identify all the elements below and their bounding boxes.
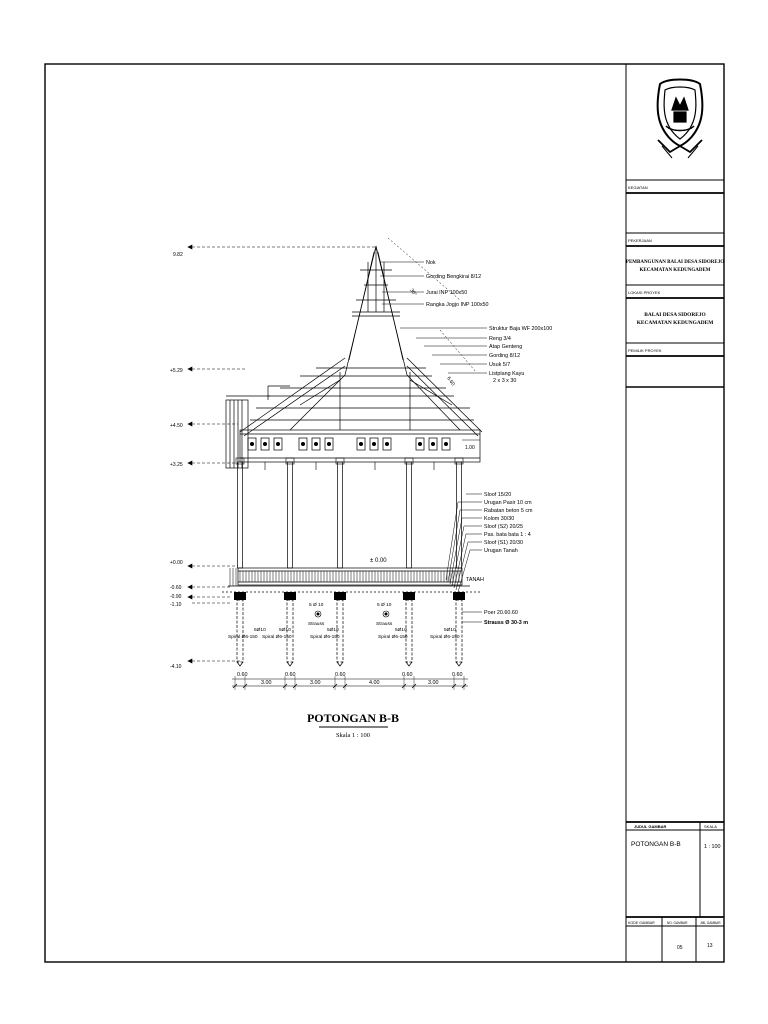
- pemilik-label: PEMILIK PROYEK: [628, 348, 662, 353]
- ornament-dot: [276, 442, 280, 446]
- ornament-dot: [327, 442, 331, 446]
- pile-details: [228, 602, 460, 640]
- floor-level: ± 0.00: [370, 558, 387, 564]
- roof-label: Rangka Jogjo INP 100x50: [426, 302, 489, 308]
- dim-label: 3.00: [428, 680, 439, 686]
- overhang-dim: 1.00: [465, 445, 475, 451]
- pile-tag: 5Ø10: [279, 628, 291, 633]
- pile-tip: [237, 662, 243, 666]
- roof-label: Usuk 5/7: [489, 362, 511, 368]
- roof-main: [240, 358, 482, 436]
- dim-label: 0.60: [335, 672, 346, 678]
- level-label: +5.29: [170, 368, 183, 374]
- pile-cap: [234, 592, 246, 600]
- rebar-circles: [315, 611, 389, 617]
- kode-label: KODE GAMBAR: [628, 921, 655, 925]
- spiral-label: Spiral Ø6-150: [430, 635, 460, 640]
- dim-label: 3.00: [310, 680, 321, 686]
- dim-label: 0.60: [402, 672, 413, 678]
- floor-label: Sloof (S1) 20/30: [484, 540, 523, 546]
- dim-label: 0.60: [452, 672, 463, 678]
- pile-label-strauss: Strauss Ø 30-3 m: [484, 620, 529, 626]
- roof-label: Nok: [426, 260, 436, 266]
- pile-cap: [453, 592, 465, 600]
- pile-label-poer: Poer 20.60.60: [484, 610, 518, 616]
- judul-label: JUDUL GAMBAR: [634, 824, 667, 829]
- level-markers: [188, 245, 375, 663]
- floor-label: Kolom 30/30: [484, 516, 515, 522]
- roof-upper: [345, 246, 407, 375]
- columns: [236, 458, 463, 568]
- pile-cap: [403, 592, 415, 600]
- pile-cap: [334, 592, 346, 600]
- strauss-piles: [234, 592, 465, 666]
- ornament-dot: [301, 442, 305, 446]
- level-label: -1.10: [170, 602, 182, 608]
- pile-rebar-label: 5 Ø 10: [377, 603, 392, 608]
- level-labels: [170, 252, 183, 670]
- spiral-label: Spiral Ø6-150: [310, 635, 340, 640]
- regency-emblem-logo: [658, 80, 703, 159]
- pile-shaft: [406, 600, 412, 662]
- ornament-dot: [385, 442, 389, 446]
- roof-label: Gording 8/12: [489, 353, 521, 359]
- spiral-label: Spiral Ø6-150: [378, 635, 408, 640]
- ornament-dot: [372, 442, 376, 446]
- pile-section-label: Strauss: [376, 622, 393, 627]
- level-label: 9.82: [173, 252, 183, 258]
- floor-annotations: [446, 494, 482, 622]
- pile-cap: [284, 592, 296, 600]
- title-block-texts: [626, 185, 724, 951]
- roof-label: Gording Bengkirai 8/12: [426, 274, 482, 280]
- roof-label: Reng 3/4: [489, 336, 511, 342]
- dim-label: 3.00: [261, 680, 272, 686]
- roof-label: Jurai INP 100x50: [426, 290, 468, 296]
- drawing-title: POTONGAN B-B: [306, 711, 400, 725]
- pile-section-label: Strauss: [308, 622, 325, 627]
- roof-overhang-left: [226, 386, 290, 468]
- pile-tip: [456, 662, 462, 666]
- dim-label: 0.60: [237, 672, 248, 678]
- pile-shaft: [456, 600, 462, 662]
- pile-tip: [287, 662, 293, 666]
- level-label: +0.00: [170, 560, 183, 566]
- pile-tip: [337, 662, 343, 666]
- jml-value: 13: [707, 943, 713, 949]
- level-label: -0.60: [170, 585, 182, 591]
- slope-dim: 6.60: [445, 375, 456, 388]
- drawing-scale: Skala 1 : 100: [335, 732, 371, 739]
- skala-value: 1 : 100: [704, 844, 721, 850]
- column: [288, 462, 293, 568]
- floor-label: Sloof 15/20: [484, 492, 512, 498]
- ornament-dot: [250, 442, 254, 446]
- roof-annotations: [380, 238, 487, 440]
- ornament-dot: [359, 442, 363, 446]
- spiral-label: Spiral Ø6-150: [228, 635, 258, 640]
- level-label: -4.10: [170, 664, 182, 670]
- floor-label: Urugan Pasir 10 cm: [484, 500, 532, 506]
- pile-tag: 5Ø10: [254, 628, 266, 633]
- ring-beam: [240, 430, 480, 462]
- ornament-dot: [418, 442, 422, 446]
- lokasi-value: KECAMATAN KEDUNGADEM: [636, 320, 714, 326]
- jml-label: JML GAMBAR: [700, 921, 721, 925]
- floor-label: Urugan Tanah: [484, 548, 518, 554]
- roof-label: Listplang Kayu: [489, 371, 525, 377]
- column: [338, 462, 343, 568]
- pile-shaft: [237, 600, 243, 662]
- pile-tag: 5Ø10: [444, 628, 456, 633]
- ring-beam-ornaments: [248, 438, 450, 450]
- floor-annotation-labels: [370, 492, 533, 626]
- pile-tip: [406, 662, 412, 666]
- skala-label: SKALA: [704, 824, 717, 829]
- pekerjaan-value: PEMBANGUNAN BALAI DESA SIDOREJO: [625, 260, 725, 265]
- no-label: NO. GAMBAR: [667, 921, 688, 925]
- roof-annotation-labels: [408, 260, 552, 451]
- floor-label: Rabatan beton 5 cm: [484, 508, 533, 514]
- pile-rebar-label: 5 Ø 10: [309, 603, 324, 608]
- kegiatan-label: KEGIATAN: [628, 185, 648, 190]
- ornament-dot: [444, 442, 448, 446]
- ornament-dot: [314, 442, 318, 446]
- dim-label: 0.60: [285, 672, 296, 678]
- roof-label: 2 x 3 x 30: [493, 378, 517, 384]
- ornament-dot: [263, 442, 267, 446]
- level-label: +4.50: [170, 423, 183, 429]
- spiral-label: Spiral Ø6-150: [262, 635, 292, 640]
- pekerjaan-label: PEKERJAAN: [628, 238, 652, 243]
- dim-label: 4.00: [369, 680, 380, 686]
- ornament-dot: [431, 442, 435, 446]
- column: [407, 462, 412, 568]
- judul-value: POTONGAN B-B: [631, 841, 681, 848]
- roof-label: Struktur Baja WF 200x100: [489, 326, 553, 332]
- roof-label: Atap Genteng: [489, 344, 523, 350]
- floor-label: Pas. bata bata 1 : 4: [484, 532, 531, 538]
- pile-tag: 5Ø10: [395, 628, 407, 633]
- pile-tag: 5Ø10: [327, 628, 339, 633]
- lokasi-label: LOKASI PROYEK: [628, 290, 661, 295]
- no-value: 05: [677, 945, 683, 951]
- level-label: +3.25: [170, 462, 183, 468]
- pekerjaan-value: KECAMATAN KEDUNGADEM: [639, 268, 711, 273]
- slope-angle: 30°: [408, 287, 418, 298]
- ground-label: TANAH: [466, 577, 484, 583]
- sheet-border: [45, 64, 724, 962]
- level-label: -0.90: [170, 594, 182, 600]
- column: [238, 462, 243, 568]
- lokasi-value: BALAI DESA SIDOREJO: [644, 312, 706, 318]
- floor-label: Sloof (S2) 20/25: [484, 524, 523, 530]
